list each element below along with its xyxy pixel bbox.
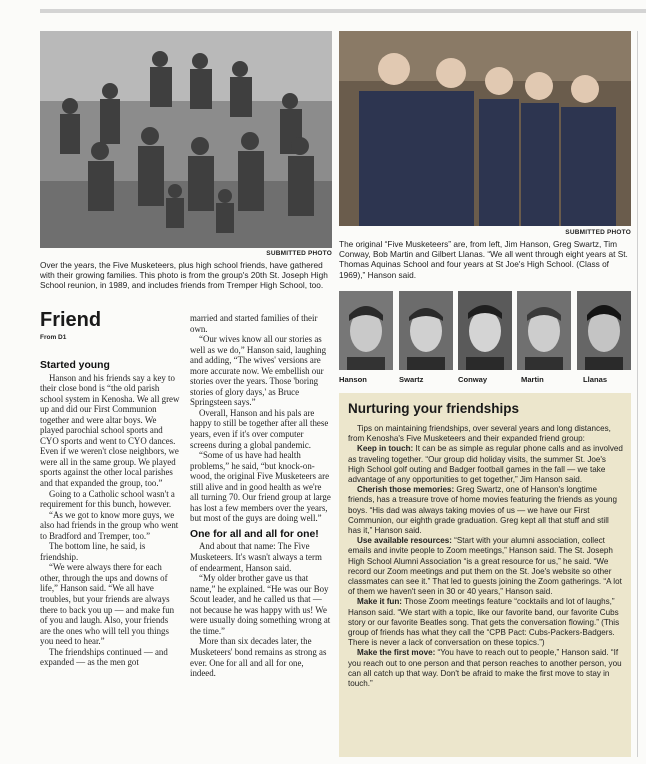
right-photo-caption: The original “Five Musketeers” are, from left, Jim Hanson, Greg Swartz, Tim Conway, Bob Martin and Gilbert Llanas. “We all went through eight years at St. Thomas Aquinas School and four years at St Joe's High School. (Class of 1969),” Hanson said. [339,239,628,280]
col2-para-7: More than six decades later, the Musketeers' bond remains as strong as ever. One for all and all for one, indeed. [190,636,327,679]
top-rule [40,9,646,13]
left-photo-credit: SUBMITTED PHOTO [266,250,332,257]
sidebar-body [348,424,624,689]
mugshot-swartz [399,291,453,370]
tip-3-lead: Use available resources: [357,536,452,546]
col2-para-5: And about that name: The Five Musketeers. It's wasn't always a term of endearment, Hanson said. [190,541,322,573]
col2-para-1: married and started families of their own. [190,313,318,334]
sidebar-title: Nurturing your friendships [348,401,520,416]
reunion-group-photo [40,31,332,248]
tip-4-text: Those Zoom meetings feature “cocktails and lot of laughs,” Hanson said. “We start with a topic, like our favorite band, our favorite Cubs story or our favorite Beatles song. That gets the conversation flowing.” (This group of friends has what they call the “CPB Pact: Cubs-Packers-Badgers. There is never a lack of conversation on these topics.”) [348,597,620,648]
col1-para-1: Hanson and his friends say a key to their close bond is “the old parish school system in Kenosha. We all grew up and did our First Communion together and were altar boys. We played parochial school sports and CYO sports and went to CYO dances. Even if we weren't close neighbors, we were all in the same group. We played sports against the other local parishes and that expanded the group, too.” [40,372,180,489]
mugshot-martin [517,291,571,370]
nurturing-friendships-sidebar [339,393,631,757]
subhead-started-young: Started young [40,360,110,371]
mugshot-name-llanas: Llanas [583,375,608,384]
mugshot-hanson [339,291,393,370]
mugshot-llanas [577,291,631,370]
jump-from-line: From D1 [40,334,67,341]
tip-5-lead: Make the first move: [357,648,436,658]
mugshot-conway [458,291,512,370]
tip-5-text: “You have to reach out to people,” Hanson said. “If you reach out to one person and that person reaches to another person, you can all catch up that way. Don't be afraid to make the first move to stay in touch.” [348,648,622,689]
mugshot-name-conway: Conway [458,375,488,384]
mugshot-name-hanson: Hanson [339,375,367,384]
sidebar-tip-1 [348,444,624,485]
mugshot-name-swartz: Swartz [399,375,424,384]
tip-2-text: Greg Swartz, one of Hanson's longtime friends, has a treasure trove of home movies featuring the friends as young boys. “His dad was always taking movies of us — we have our First Communion, our eighth grade graduation. Greg kept all that stuff and still has it,” Hanson said. [348,485,618,536]
five-musketeers-photo [339,31,631,226]
tip-2-lead: Cherish those memories: [357,485,455,495]
sidebar-tip-2 [348,485,624,536]
col1-para-4: The bottom line, he said, is friendship. [40,541,146,562]
article-headline: Friend [40,309,102,331]
article-column-1 [40,361,180,668]
col2-para-6: “My older brother gave us that name,” he explained. “He was our Boy Scout leader, and he called us that — not because he was happy with us! We were usually doing something wrong at the time.” [190,573,331,636]
col1-para-3: “As we got to know more guys, we also had friends in the group who went to Bradford and Tremper, too.” [40,509,179,541]
sidebar-intro: Tips on maintaining friendships, over several years and long distances, from Kenosha's Five Musketeers and their expanded friend group: [348,424,611,444]
col2-para-4: “Some of us have had health problems,” he said, “but knock-on-wood, the original Five Musketeers are still alive and in good health as we're all turning 70. Our friend group at large has lost a few members over the years, but most of the guys are doing well.” [190,450,331,524]
sidebar-tip-4 [348,597,624,648]
tip-1-text: It can be as simple as regular phone calls and as involved as traveling together. “Our group did holiday visits, the summer St. Joe's High School golf outing and Badger football games in the fall — we take advantage of any opportunities to get together,” Jim Hanson said. [348,444,623,485]
article-column-2 [190,313,331,679]
right-edge-rule [637,31,638,757]
subhead-one-for-all: One for all and all for one! [190,528,319,540]
right-photo-credit: SUBMITTED PHOTO [565,229,631,236]
tip-1-lead: Keep in touch: [357,444,414,454]
col2-para-3: Overall, Hanson and his pals are happy to still be together after all these years, even if it's over computer screens during a global pandemic. [190,407,329,450]
col1-para-5: “We were always there for each other, through the ups and downs of life,” Hanson said. “We all have troubles, but your friends are always there to back you up — and make fun of you and laugh. Also, your friends are the ones who will tell you things you need to hear.” [40,562,175,647]
col1-para-2: Going to a Catholic school wasn't a requirement for this bunch, however. [40,488,175,510]
left-photo-caption: Over the years, the Five Musketeers, plus high school friends, have gathered with their growing families. This photo is from the group's 20th St. Joseph High School reunion, in 1989, and includes friends from Tremper High School, too. [40,260,328,291]
sidebar-tip-5 [348,648,624,689]
col2-para-2: “Our wives know all our stories as well as we do,” Hanson said, laughing and adding, “The wives' versions are more accurate now. We embellish our stories over the years. Those 'boring stories of glory days,' as Bruce Springsteen says.” [190,334,327,408]
col1-para-6: The friendships continued — and expanded — as the men got [40,646,168,668]
musketeers-photo-image [339,31,631,226]
sidebar-tip-3 [348,536,624,597]
reunion-photo-image [40,31,332,248]
mugshot-name-martin: Martin [521,375,544,384]
tip-3-text: “Start with your alumni association, collect emails and invite people to Zoom meetings,” Hanson said. The St. Joseph High School Alumni Association “is a great resource for us,” he said. “We record our Zoom meetings and put them on the St. Joe's website so other classmates can see it.” That led to guests joining the Zoom gatherings. “A lot of them we haven't seen in 30 or 40 years,” Hanson said. [348,536,622,597]
tip-4-lead: Make it fun: [357,597,402,607]
